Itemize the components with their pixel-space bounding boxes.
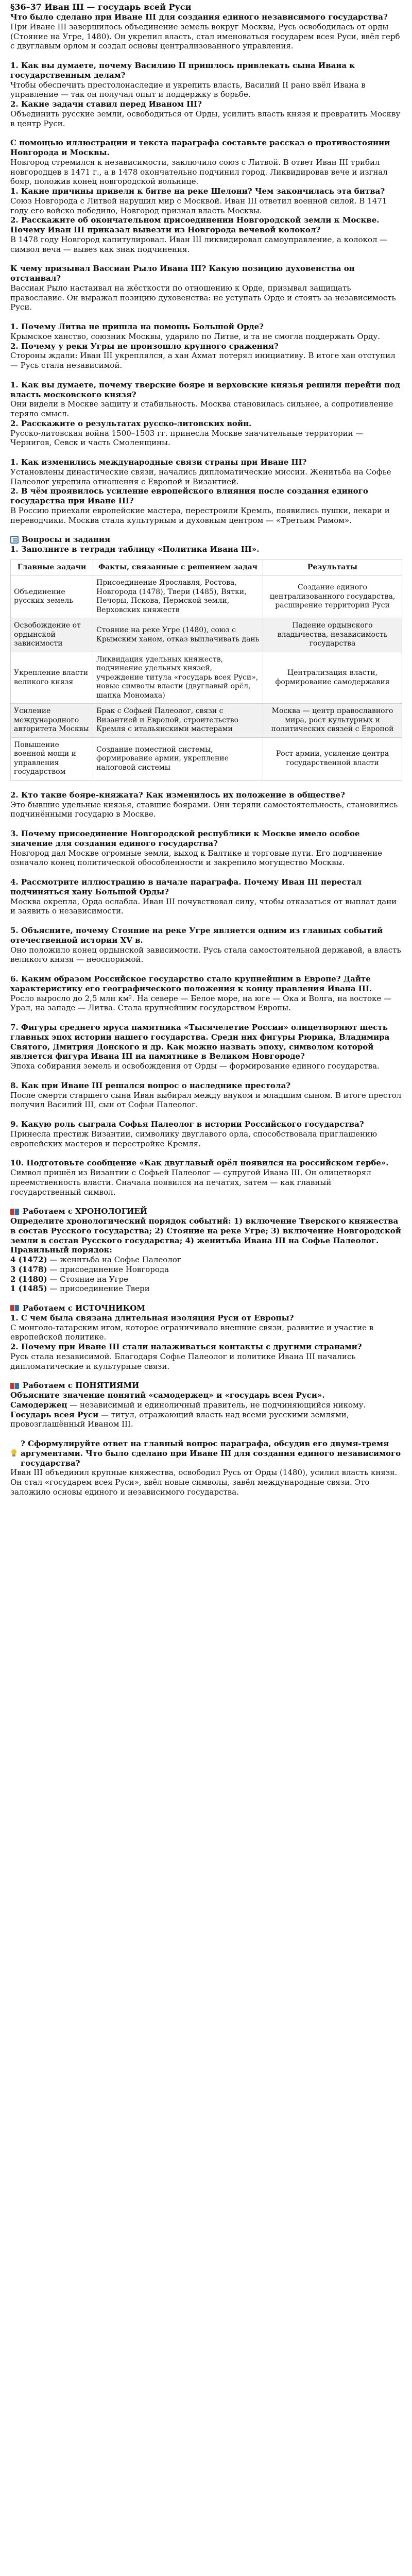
term-label: 2 (1480)	[10, 1274, 47, 1284]
table-cell: Создание поместной системы, формирование армии, укрепление налоговой системы	[93, 737, 263, 780]
answer-text: В 1478 году Новгород капитулировал. Иван III ликвидировал самоуправление, а колокол — символ веча — вывез как знак подчинения.	[10, 234, 388, 254]
spacer	[10, 1148, 402, 1158]
term-label: Самодержец	[10, 1400, 67, 1410]
term-text: — независимый и единоличный правитель, не подчиняющийся никому.	[67, 1400, 366, 1410]
spacer	[10, 1071, 402, 1081]
answer-text: Они видели в Москве защиту и стабильность. Москва становилась сильнее, а сопротивление теряло смысл.	[10, 399, 393, 418]
question-text: 1. Как вы думаете, почему тверские бояре и верховские князья решили перейти под власть московского князя?	[10, 380, 400, 399]
table-cell: Укрепление власти великого князя	[11, 652, 93, 704]
policy-table-wrap	[10, 560, 402, 781]
term-line	[10, 1275, 402, 1284]
list-icon	[10, 536, 19, 544]
term-label: 4 (1472)	[10, 1255, 47, 1264]
table-cell: Брак с Софьей Палеолог, связи с Византией и Европой, строительство Кремля с итальянскими мастерами	[93, 704, 263, 738]
question-text: К чему призывал Вассиан Рыло Ивана III? Какую позицию духовенства он отстаивал?	[10, 264, 355, 283]
term-line	[10, 1410, 402, 1430]
policy-table	[10, 560, 402, 781]
term-label: 3 (1478)	[10, 1264, 47, 1274]
spacer	[10, 868, 402, 877]
question-text: Определите хронологический порядок событий: 1) включение Тверского княжества в состав Русского государства; 2) Стояние на реке Угре; 3) включение Новгородской земли в состав Русского государства; 4) женитьба Ивана III на Софье Палеолог.	[10, 1216, 401, 1245]
section-heading	[10, 1381, 402, 1391]
spacer	[10, 1294, 402, 1303]
spacer	[10, 128, 402, 138]
answer-text: Эпоха собирания земель и освобождения от Орды — формирование единого государства.	[10, 1061, 380, 1071]
table-cell: Ликвидация удельных княжеств, подчинение удельных князей, учреждение титула «государь всея Руси», новые символы власти (двуглавый орёл, шапка Мономаха)	[93, 652, 263, 704]
table-row	[11, 618, 402, 652]
table-cell: Рост армии, усиление центра государственной власти	[263, 737, 402, 780]
section-title: Работаем с ХРОНОЛОГИЕЙ	[23, 1207, 147, 1216]
column-header: Главные задачи	[11, 560, 93, 575]
question-text: 2. Расскажите о результатах русско-литовских войн.	[10, 418, 252, 428]
answer-text: С монголо-татарским игом, которое ограничивало внешние связи, развитие и участие в европейской политике.	[10, 1323, 374, 1342]
question-text: 4. Рассмотрите иллюстрацию в начале параграфа. Почему Иван III перестал подчиняться хану Большой Орды?	[10, 877, 362, 896]
answer-text: После смерти старшего сына Иван выбирал между внуком и младшим сыном. В итоге престол получил Василий III, сын от Софьи Палеолог.	[10, 1090, 402, 1110]
term-line	[10, 1265, 402, 1275]
table-cell: Присоединение Ярославля, Ростова, Новгорода (1478), Твери (1485), Вятки, Печоры, Пскова, Пермской земли, Верховских княжеств	[93, 575, 263, 618]
table-row	[11, 575, 402, 618]
table-cell: Стояние на реке Угре (1480), союз с Крымским ханом, отказ выплачивать дань	[93, 618, 263, 652]
table-row	[11, 652, 402, 704]
table-cell: Освобождение от ордынской зависимости	[11, 618, 93, 652]
answer-text: Русско-литовская война 1500–1503 гг. принесла Москве значительные территории — Чернигов, Севск и часть Смоленщины.	[10, 428, 364, 448]
answer-text: Объединить русские земли, освободиться от Орды, усилить власть князя и превратить Москву в центр Руси.	[10, 109, 401, 128]
book-icon	[10, 1304, 20, 1312]
book-icon	[10, 1208, 20, 1215]
table-row	[11, 737, 402, 780]
spacer	[10, 1371, 402, 1381]
spacer	[10, 312, 402, 322]
page-title: §36–37 Иван III — государь всей Руси	[10, 2, 192, 12]
question-text: 2. Почему у реки Угры не произошло крупного сражения?	[10, 341, 279, 351]
answer-text: Установлены династические связи, начались дипломатические миссии. Женитьба на Софье Палеолог укрепила отношения с Европой и Византией.	[10, 467, 391, 486]
question-text: Что было сделано при Иване III для создания единого независимого государства?	[10, 12, 388, 22]
spacer	[10, 819, 402, 829]
answer-text: Это бывшие удельные князья, ставшие боярами. Они теряли самостоятельность, становились подчинёнными государю в Москве.	[10, 800, 398, 819]
question-text: 9. Какую роль сыграла Софья Палеолог в истории Российского государства?	[10, 1120, 364, 1129]
table-row	[11, 704, 402, 738]
answer-text: Союз Новгорода с Литвой нарушил мир с Москвой. Иван III ответил военной силой. В 1471 году его войско победило, Новгород признал власть Москвы.	[10, 196, 387, 215]
question-text: 1. С чем была связана длительная изоляция Руси от Европы?	[10, 1313, 294, 1323]
column-header: Факты, связанные с решением задач	[93, 560, 263, 575]
spacer	[10, 448, 402, 457]
question-text: Объясните значение понятий «самодержец» и «государь всея Руси».	[10, 1391, 325, 1400]
answer-text: Символ пришёл из Византии с Софьей Палеолог — супругой Ивана III. Он олицетворял преемственность власти. Сначала появился на печатях, затем — как главный государственный символ.	[10, 1168, 371, 1197]
question-text: 6. Каким образом Российское государство стало крупнейшим в Европе? Дайте характеристику его географического положения к концу правления Ивана III.	[10, 974, 372, 993]
term-label: Государь всея Руси	[10, 1410, 99, 1419]
question-text: 2. Почему при Иване III стали налаживаться контакты с другими странами?	[10, 1342, 362, 1351]
section-title: Вопросы и задания	[22, 535, 111, 545]
answer-text: Чтобы обеспечить престолонаследие и укрепить власть, Василий II рано ввёл Ивана в управление — так он получал опыт и поддержку в борьбе.	[10, 80, 366, 99]
column-header: Результаты	[263, 560, 402, 575]
document-content	[10, 12, 402, 1497]
section-heading	[10, 1439, 402, 1468]
answer-text: Стороны ждали: Иван III укреплялся, а хан Ахмат потерял инициативу. В итоге хан отступил — Русь стала независимой.	[10, 351, 396, 370]
table-cell: Создание единого централизованного государства, расширение территории Руси	[263, 575, 402, 618]
table-cell: Падение ордынского владычества, независимость государства	[263, 618, 402, 652]
table-body	[11, 575, 402, 781]
question-text: 3. Почему присоединение Новгородской республики к Москве имело особое значение для создания единого государства?	[10, 829, 360, 848]
bulb-icon	[10, 1449, 18, 1458]
question-text: 2. В чём проявилось усиление европейского влияния после создания единого государства при Иване III?	[10, 486, 368, 505]
answer-text: При Иване III завершилось объединение земель вокруг Москвы, Русь освободилась от орды (Стояние на Угре, 1480). Он укрепил власть, стал именоваться государем всея Руси, ввёл герб с двуглавым орлом и создал основы централизованного управления.	[10, 22, 400, 51]
question-text: 1. Заполните в тетради таблицу «Политика Ивана III».	[10, 545, 260, 554]
table-cell: Повышение военной мощи и управления государством	[11, 737, 93, 780]
spacer	[10, 254, 402, 264]
term-line	[10, 1284, 402, 1294]
table-cell: Централизация власти, формирование самодержавия	[263, 652, 402, 704]
spacer	[10, 1429, 402, 1439]
term-line	[10, 1400, 402, 1410]
answer-text: Росло выросло до 2,5 млн км². На севере — Белое море, на юге — Ока и Волга, на востоке — Урал, на западе — Литва. Стала крупнейшим государством Европы.	[10, 993, 392, 1013]
answer-text: Крымское ханство, союзник Москвы, ударило по Литве, и та не смогла поддержать Орду.	[10, 331, 380, 341]
spacer	[10, 370, 402, 380]
section-title: ? Сформулируйте ответ на главный вопрос параграфа, обсудив его двумя-тремя аргументами. Что было сделано при Иване III для создания единого независимого государства?	[21, 1439, 401, 1468]
spacer	[10, 525, 402, 535]
question-text: 2. Расскажите об окончательном присоединении Новгородской земли к Москве. Почему Иван III приказал вывезти из Новгорода вечевой колокол?	[10, 215, 380, 234]
answer-text: Новгород дал Москве огромные земли, выход к Балтике и торговые пути. Его подчинение означало конец политической обособленности и закрепило могущество Москвы.	[10, 848, 383, 868]
spacer	[10, 916, 402, 926]
answer-text: Вассиан Рыло настаивал на жёсткости по отношению к Орде, призывал защищать православие. Он выражал позицию духовенства: не уступать Орде и стоять за независимость Руси.	[10, 283, 396, 312]
section-heading	[10, 1207, 402, 1216]
term-label: 1 (1485)	[10, 1284, 47, 1294]
spacer	[10, 1013, 402, 1023]
term-line	[10, 1255, 402, 1265]
spacer	[10, 1197, 402, 1207]
question-text: 1. Какие причины привели к битве на реке Шелони? Чем закончилась эта битва?	[10, 187, 385, 196]
table-head	[11, 560, 402, 575]
question-text: 10. Подготовьте сообщение «Как двуглавый орёл появился на российском гербе».	[10, 1158, 389, 1168]
answer-text: Оно положило конец ордынской зависимости. Русь стала самостоятельной державой, а власть великого князя — неоспоримой.	[10, 945, 401, 964]
spacer	[10, 964, 402, 974]
question-text: 2. Кто такие бояре-княжата? Как изменилось их положение в обществе?	[10, 790, 345, 800]
term-text: — присоединение Твери	[47, 1284, 150, 1294]
question-text: 1. Почему Литва не пришла на помощь Большой Орде?	[10, 322, 264, 331]
section-heading	[10, 1303, 402, 1313]
answer-text: Москва окрепла, Орда ослабла. Иван III почувствовал силу, чтобы отказаться от выплат дани и заявить о независимости.	[10, 896, 397, 916]
question-text: 5. Объясните, почему Стояние на реке Угре является одним из главных событий отечественной истории XV в.	[10, 926, 383, 945]
term-text: — Стояние на Угре	[47, 1274, 128, 1284]
section-title: Работаем с ПОНЯТИЯМИ	[23, 1381, 140, 1391]
answer-text: Иван III объединил крупные княжества, освободил Русь от Орды (1480), усилил власть князя. Он стал «государем всея Руси», ввёл новые символы, завёл международные связи. Это заложило основы единого и независимого государства.	[10, 1468, 398, 1497]
section-title: Работаем с ИСТОЧНИКОМ	[23, 1303, 145, 1313]
table-cell: Усиление международного авторитета Москвы	[11, 704, 93, 738]
question-text: 1. Как вы думаете, почему Василию II пришлось привлекать сына Ивана к государственным делам?	[10, 61, 355, 80]
question-text: 1. Как изменились международные связи страны при Иване III?	[10, 457, 307, 467]
table-cell: Объединение русских земель	[11, 575, 93, 618]
table-cell: Москва — центр православного мира, рост культурных и политических связей с Европой	[263, 704, 402, 738]
question-text: 8. Как при Иване III решался вопрос о наследнике престола?	[10, 1080, 290, 1090]
book-icon	[10, 1382, 20, 1389]
question-text: 2. Какие задачи ставил перед Иваном III?	[10, 99, 202, 109]
answer-text: Русь стала независимой. Благодаря Софье Палеолог и политике Ивана III начались дипломатические и культурные связи.	[10, 1351, 356, 1371]
term-text: — женитьба на Софье Палеолог	[47, 1255, 181, 1264]
spacer	[10, 51, 402, 61]
question-text: Правильный порядок:	[10, 1245, 112, 1255]
term-text: — титул, отражающий власть над всеми русскими землями, провозглашённый Иваном III.	[10, 1410, 349, 1429]
answer-text: В Россию приехали европейские мастера, перестроили Кремль, появились пушки, лекари и переводчики. Москва стала культурным и духовным центром — «Третьим Римом».	[10, 505, 390, 525]
section-heading	[10, 535, 402, 545]
spacer	[10, 1110, 402, 1120]
term-text: — присоединение Новгорода	[47, 1264, 169, 1274]
question-text: 7. Фигуры среднего яруса памятника «Тысячелетие России» олицетворяют шесть главных эпох истории нашего государства. Среди них фигуры Рюрика, Владимира Святого, Дмитрия Донского и др. Как можно назвать эпоху, символом которой является фигура Ивана III на памятнике в Великом Новгороде?	[10, 1023, 390, 1061]
question-text: С помощью иллюстрации и текста параграфа составьте рассказ о противостоянии Новгорода и Москвы.	[10, 138, 390, 157]
spacer	[10, 781, 402, 790]
table-header-row	[11, 560, 402, 575]
answer-text: Новгород стремился к независимости, заключило союз с Литвой. В ответ Иван III трибил новгородцев в 1471 г., а в 1478 окончательно подчинил город. Ликвидировав вече и изгнал бояр, положив конец новгородской вольнице.	[10, 157, 388, 187]
answer-text: Принесла престиж Византии, символику двуглавого орла, способствовала приглашению европейских мастеров и перестройке Кремля.	[10, 1129, 377, 1148]
